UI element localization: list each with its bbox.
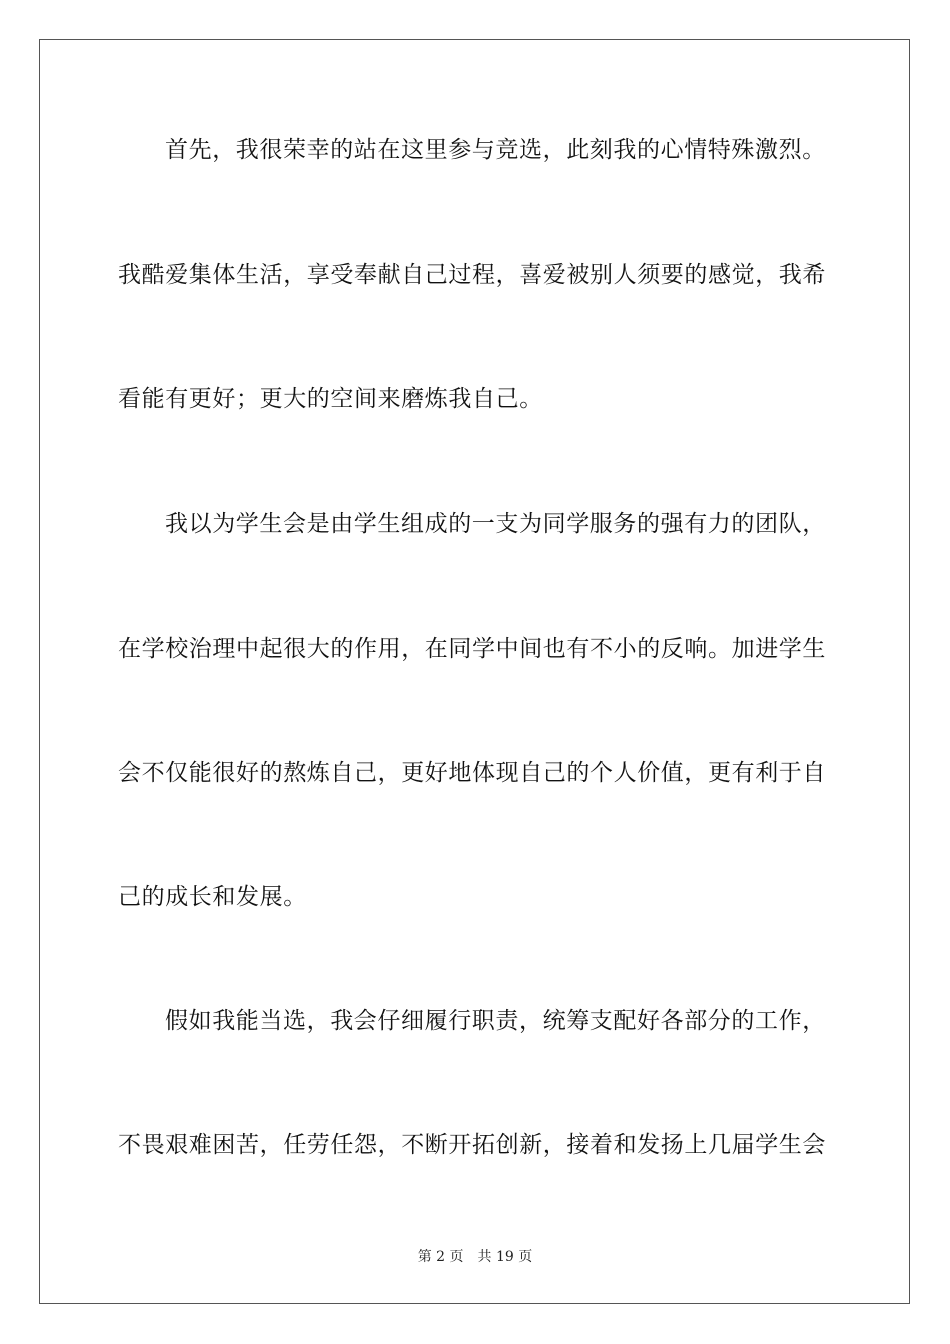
paragraph-3-line-1: 假如我能当选，我会仔细履行职责，统筹支配好各部分的工作， [165, 1008, 826, 1034]
page-number: 第 2 页 [417, 1249, 464, 1265]
paragraph-3-line-2: 不畏艰难困苦，任劳任怨，不断开拓创新，接着和发扬上几届学生会 [118, 1132, 826, 1158]
page-frame [39, 39, 910, 1304]
page-footer [0, 1247, 950, 1267]
paragraph-1-line-1: 首先，我很荣幸的站在这里参与竞选，此刻我的心情特殊激烈。 [165, 137, 826, 163]
paragraph-2-line-3: 会不仅能很好的熬炼自己，更好地体现自己的个人价值，更有利于自 [118, 760, 826, 786]
paragraph-1-line-2: 我酷爱集体生活，享受奉献自己过程，喜爱被别人须要的感觉，我希 [118, 262, 826, 288]
paragraph-2-line-4: 己的成长和发展。 [118, 884, 307, 910]
paragraph-2-line-2: 在学校治理中起很大的作用，在同学中间也有不小的反响。加进学生 [118, 636, 826, 662]
total-pages: 共 19 页 [477, 1249, 533, 1265]
paragraph-2-line-1: 我以为学生会是由学生组成的一支为同学服务的强有力的团队， [165, 511, 826, 537]
paragraph-1-line-3: 看能有更好；更大的空间来磨炼我自己。 [118, 386, 543, 412]
